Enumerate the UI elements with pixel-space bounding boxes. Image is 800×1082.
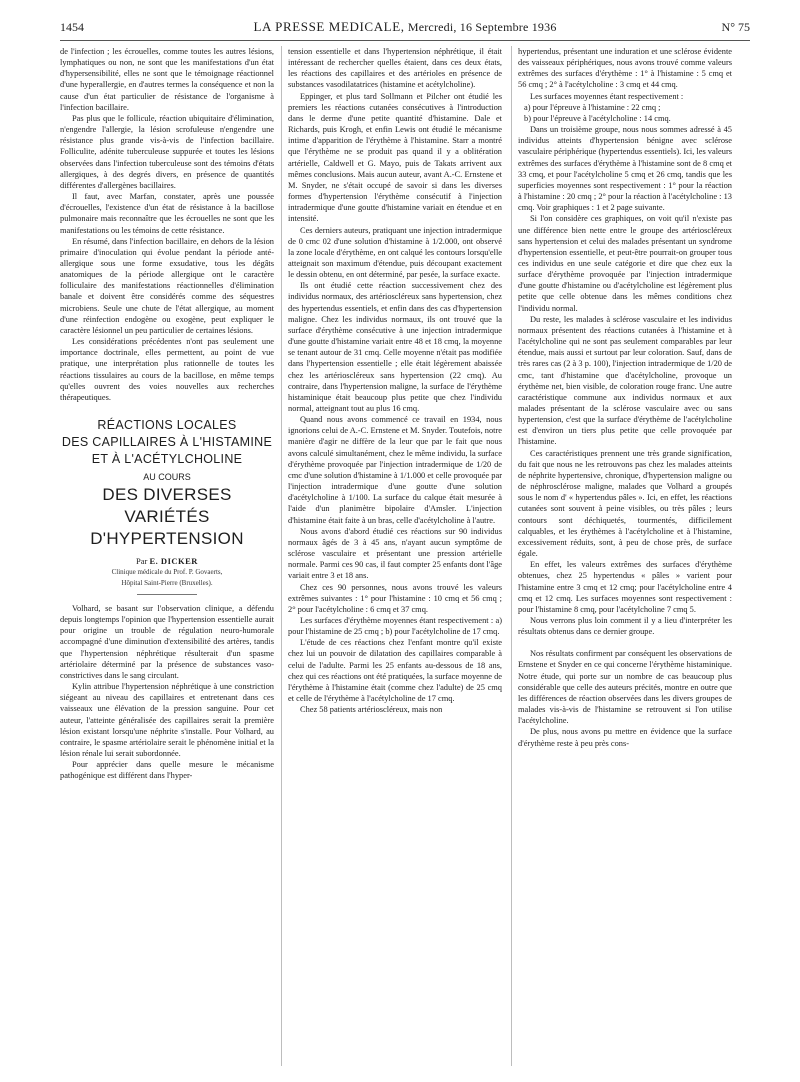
paragraph: Les surfaces d'érythème moyennes étant respectivement : a) pour l'histamine de 25 cmq ; b) pour l'acétylcholine de 17 cmq.	[288, 615, 502, 637]
paragraph: Quand nous avons commencé ce travail en 1934, nous ignorions celui de A.-C. Ernstene et M. Snyder. Toutefois, notre manière d'agir ne diffère de la leur que par le fait que nous avons calculé simultanément, chez le même individu, la surface d'érythème provoquée par l'injection intradermique de 1/20 de cmc d'une solution d'histamine à 1/1.000 et celle provoquée par l'injection intradermique d'une goutte d'une solution d'acétylcholine à 1/100. La surface du calque était mesurée à l'aide d'un planimètre bipolaire d'Amsler. L'injection d'histamine était faite à un bras, celle d'acétylcholine à l'autre.	[288, 415, 502, 525]
article-title-line: DES DIVERSES VARIÉTÉS	[102, 485, 232, 526]
author-affiliation: Hôpital Saint-Pierre (Bruxelles).	[121, 579, 213, 587]
paragraph: De plus, nous avons pu mettre en évidence que la surface d'érythème reste à peu près cons-	[518, 727, 732, 748]
paragraph: Chez 58 patients artérioscléreux, mais non	[300, 705, 443, 715]
paragraph: Dans un troisième groupe, nous nous sommes adressé à 45 individus atteints d'hypertension bénigne avec sclérose vasculaire périphérique (hypertendus essentiels). Ici, les valeurs extrêmes des surfaces d'érythème à l'histamine sont de 8 cmq et 33 cmq, et pour l'acétylcholine 5 cmq et 26 cmq, tandis que les superficies moyennes sont respectivement : 1° pour la réaction à l'histamine : 20 cmq ; 2° pour la réaction à l'acétylcholine : 13 cmq. Voir graphiques : 1 et 2 page suivante.	[518, 125, 732, 213]
paragraph: En résumé, dans l'infection bacillaire, en dehors de la lésion primaire d'inoculation qui évolue pendant la période anté-allergique sous une forme exsudative, tous les dégâts anatomiques de la période allergique ont le caractère folliculaire des manifestations réactionnelles d'élimination banale et doivent être considérés comme des séquestres microbiens. Seule une chute de l'état allergique, au moment d'une réinfection endogène ou exogène, peut expliquer le caractère lésionnel un peu particulier de certaines lésions.	[60, 236, 274, 335]
paragraph: L'étude de ces réactions chez l'enfant montre qu'il existe chez lui un pouvoir de dilatation des capillaires comparable à celui de l'adulte. Parmi les 25 enfants au-dessous de 18 ans, chez qui ces réactions ont été pratiquées, la surface moyenne de l'érythème à l'histamine était (comme chez l'adulte) de 25 cmq et celle de l'érythème à l'acétylcholine de 17 cmq.	[288, 638, 502, 704]
paragraph: Pas plus que le follicule, réaction ubiquitaire d'élimination, n'engendre l'allergie, la lésion scrofuleuse n'engendre une résistance plus grande vis-à-vis de l'infection bacillaire. Folliculite, adénite tuberculeuse suppurée et toutes les lésions observées dans l'infection tuberculeuse sont des témoins d'états allergiques, à des degrés divers, en présence de quantités différentes d'allergènes bacillaires.	[60, 113, 274, 190]
article-title-line: ET À L'ACÉTYLCHOLINE	[91, 452, 243, 466]
byline	[60, 556, 274, 566]
header-rule	[60, 40, 750, 41]
page-number: 1454	[60, 20, 84, 34]
author-name: E. DICKER	[149, 556, 198, 566]
article-title-block	[60, 417, 274, 595]
paragraph: Nous avons d'abord étudié ces réactions sur 90 individus normaux âgés de 3 à 45 ans, n'ayant aucun symptôme de sclérose vasculaire et présentant une pression artérielle normale. Parmi ces 90 cas, il faut compter 25 enfants dont l'âge variait entre 3 et 18 ans.	[288, 526, 502, 581]
journal-name: LA PRESSE MEDICALE,	[253, 19, 405, 34]
article-title-line: RÉACTIONS LOCALES	[97, 418, 237, 432]
column-1	[60, 46, 274, 782]
byline-prefix: Par	[136, 556, 148, 566]
paragraph: Les surfaces moyennes étant respectivement :	[530, 91, 684, 101]
article-title-line: AU COURS	[143, 472, 191, 482]
issue-date: Mercredi, 16 Septembre 1936	[407, 20, 557, 34]
list-item: a) pour l'épreuve à l'histamine : 22 cmq ;	[524, 102, 661, 112]
column-divider	[281, 46, 282, 1066]
paragraph: En effet, les valeurs extrêmes des surfaces d'érythème obtenues, chez 25 hypertendus « pâles » varient pour l'histamine entre 3 cmq et 12 cmq; pour l'acétylcholine entre 4 cmq et 12 cmq. Les surfaces moyennes sont respectivement : pour l'histamine 8 cmq, pour l'acétylcholine 7 cmq 5.	[518, 560, 732, 614]
paragraph: Volhard, se basant sur l'observation clinique, a défendu depuis longtemps l'opinion que l'hypertension essentielle aurait pour origine un trouble de régulation neuro-humorale accompagné d'une diminution d'extensibilité des artères, tandis que l'hypertension néphrétique résulterait d'un spasme artériolaire déterminé par la présence de substances vaso-constrictives dans le sang circulant.	[60, 604, 274, 680]
list-item: b) pour l'épreuve à l'acétylcholine : 14 cmq.	[524, 113, 671, 123]
paragraph: Du reste, les malades à sclérose vasculaire et les individus normaux présentent des réactions cutanées à l'histamine et à l'acétylcholine qui ne sont pas seulement comparables par leur étendue, mais aussi et surtout par leur coloration. Sauf, dans de très rares cas (2 à 3 p. 100), l'injection intradermique de 1/20 de cmc, tant d'histamine que d'acétylcholine, provoque un érythème net, bien visible, de coloration rouge franc. Une autre caractéristique commune aux individus normaux et aux malades présentant de la sclérose vasculaire avec ou sans hypertension, c'est que la surface d'érythème de l'acétylcholine est d'environ un tiers plus petite que celle provoquée par l'histamine.	[518, 314, 732, 447]
paragraph: hypertendus, présentant une induration et une sclérose évidente des vaisseaux périphériques, nous avons trouvé comme valeurs extrêmes des surfaces d'érythème : 1° à l'histamine : 5 cmq et 56 cmq ; 2° à l'acétylcholine : 3 cmq et 44 cmq.	[518, 47, 732, 90]
paragraph: Pour apprécier dans quelle mesure le mécanisme pathogénique est différent dans l'hyper-	[60, 760, 274, 781]
paragraph: Nos résultats confirment par conséquent les observations de Ernstene et Snyder en ce qui concerne l'érythème histaminique. Notre étude, qui porte sur un nombre de cas beaucoup plus considérable que celle des auteurs précités, montre en outre que les différences de réaction observées dans les divers groupes de malades vis-à-vis de l'histamine se retrouvent si l'on utilise l'acétylcholine.	[518, 649, 732, 726]
column-divider	[511, 46, 512, 1066]
column-3	[518, 46, 732, 749]
article-title-line: DES CAPILLAIRES À L'HISTAMINE	[61, 435, 273, 449]
paragraph: Ces caractéristiques prennent une très grande signification, du fait que nous ne les retrouvons pas chez les malades atteints de néphrite hypertensive, chronique, d'hypertension maligne ou de néphrosclérose maligne, malades que Volhard a groupés sous le nom d' « hypertendus pâles ». Ici, en effet, les réactions cutanées sont souvent à peine visibles, ou très pâles ; leurs contours sont déchiquetés, tourmentés, difficilement calquables, et les érythèmes à l'acétylcholine et à l'histamine, excessivement réduits, sont, à peu de chose près, de surface égale.	[518, 448, 732, 559]
paragraph: Il faut, avec Marfan, constater, après une poussée d'écrouelles, l'existence d'un état de résistance à la bacillose pulmonaire mais reconnaître que les écrouelles ne sont que les manifestations ou les témoins de cette résistance.	[60, 192, 274, 235]
paragraph: Ces derniers auteurs, pratiquant une injection intradermique de 0 cmc 02 d'une solution d'histamine à 1/2.000, ont observé la zone locale d'érythème, en ont calqué les contours lorsqu'elle atteignait son maximum d'étendue, puis découpant exactement le dessin obtenu, en ont déterminé, par pesée, la surface exacte.	[288, 225, 502, 280]
article-title-line: D'HYPERTENSION	[90, 529, 244, 548]
paragraph: Ils ont étudié cette réaction successivement chez des individus normaux, des artérioscléreux sans hypertension, chez des hypertendus essentiels, et enfin dans des cas d'hypertension maligne. Chez les individus normaux, ils ont trouvé que la surface d'érythème consécutive à une injection intradermique d'une goutte d'histamine variait entre 48 et 18 cmq, la moyenne se tenant autour de 31 cmq. Celle moyenne n'était pas modifiée dans l'hypertension essentielle ; elle était légèrement abaissée chez les artérioscléreux sans hypertension (22 cmq). Au contraire, dans l'hypertension maligne, la surface de l'érythème histaminique était beaucoup plus petite que chez l'individu normal, atteignant tout au plus 16 cmq.	[288, 281, 502, 413]
running-head	[60, 16, 750, 38]
author-affiliation: Clinique médicale du Prof. P. Govaerts,	[111, 568, 223, 576]
paragraph: Chez ces 90 personnes, nous avons trouvé les valeurs extrêmes suivantes : 1° pour l'histamine : 10 cmq et 56 cmq ; 2° pour l'acétylcholine : 6 cmq et 37 cmq.	[288, 582, 502, 614]
paragraph: Les considérations précédentes n'ont pas seulement une importance doctrinale, elles permettent, au point de vue pratique, une interprétation plus rationnelle de toutes les réactions tissulaires au cours de la bacillose, en même temps qu'elles ouvrent des voies nouvelles aux recherches thérapeutiques.	[60, 337, 274, 402]
issue-number: N° 75	[721, 20, 750, 34]
paragraph: Nous verrons plus loin comment il y a lieu d'interpréter les résultats obtenus dans ce dernier groupe.	[518, 615, 732, 637]
column-2	[288, 46, 502, 715]
paragraph: Si l'on considère ces graphiques, on voit qu'il n'existe pas une différence bien nette entre le groupe des artérioscléreux sans hypertension et celui des malades présentant un syndrome d'hypertension essentielle, et peut-être pourrait-on grouper tous ces individus en une seule catégorie et dire que chez eux la surface d'érythème provoquée par l'injection intradermique d'une goutte d'histamine ou d'acétylcholine est légèrement plus petite que celle obtenue dans les mêmes conditions chez l'individu normal.	[518, 214, 732, 313]
paragraph: de l'infection ; les écrouelles, comme toutes les autres lésions, lymphatiques ou non, ne sont que les manifestations d'un état d'hypersensibilité, elles ne sont que le témoignage réactionnel d'une hyperallergie, en d'autres termes la conséquence et non la cause d'un état particulier de résistance de l'organisme à l'infection bacillaire.	[60, 47, 274, 112]
title-rule	[137, 594, 197, 595]
paragraph: tension essentielle et dans l'hypertension néphrétique, il était intéressant de rechercher quelles étaient, dans ces deux états, les réactions des capillaires et des artérioles en présence de substances vasodilatatrices (histamine et acétylcholine).	[288, 47, 502, 90]
paragraph: Kylin attribue l'hypertension néphrétique à une constriction siégeant au niveau des capillaires et entretenant dans ces vaisseaux une élévation de la pression sanguine. Pour cet auteur, l'atteinte généralisée des capillaires serait la première lésion existant lorsqu'une néphrite s'installe. Pour Volhard, au contraire, le spasme artériolaire serait le phénomène initial et la lésion rénale lui serait subordonnée.	[60, 682, 274, 759]
paragraph: Eppinger, et plus tard Sollmann et Pilcher ont étudié les premiers les réactions cutanées consécutives à l'introduction dans le derme d'une petite quantité d'histamine. Dale et Richards, puis Krogh, et enfin Lewis ont étudié le mécanisme intime d'apparition de l'érythème à l'histamine. Starr a montré que l'érythème ne se produit pas quand il y a oblitération artérielle, Caldwell et G. Mayo, puis de Takats arrivent aux mêmes conclusions. Mais aucun auteur, avant A.-C. Ernstene et M. Snyder, ne s'était occupé de savoir si dans les diverses formes d'hypertension l'érythème consécutif à l'injection intradermique d'une goutte d'histamine variait en étendue et en intensité.	[288, 91, 502, 224]
running-title	[60, 16, 750, 38]
